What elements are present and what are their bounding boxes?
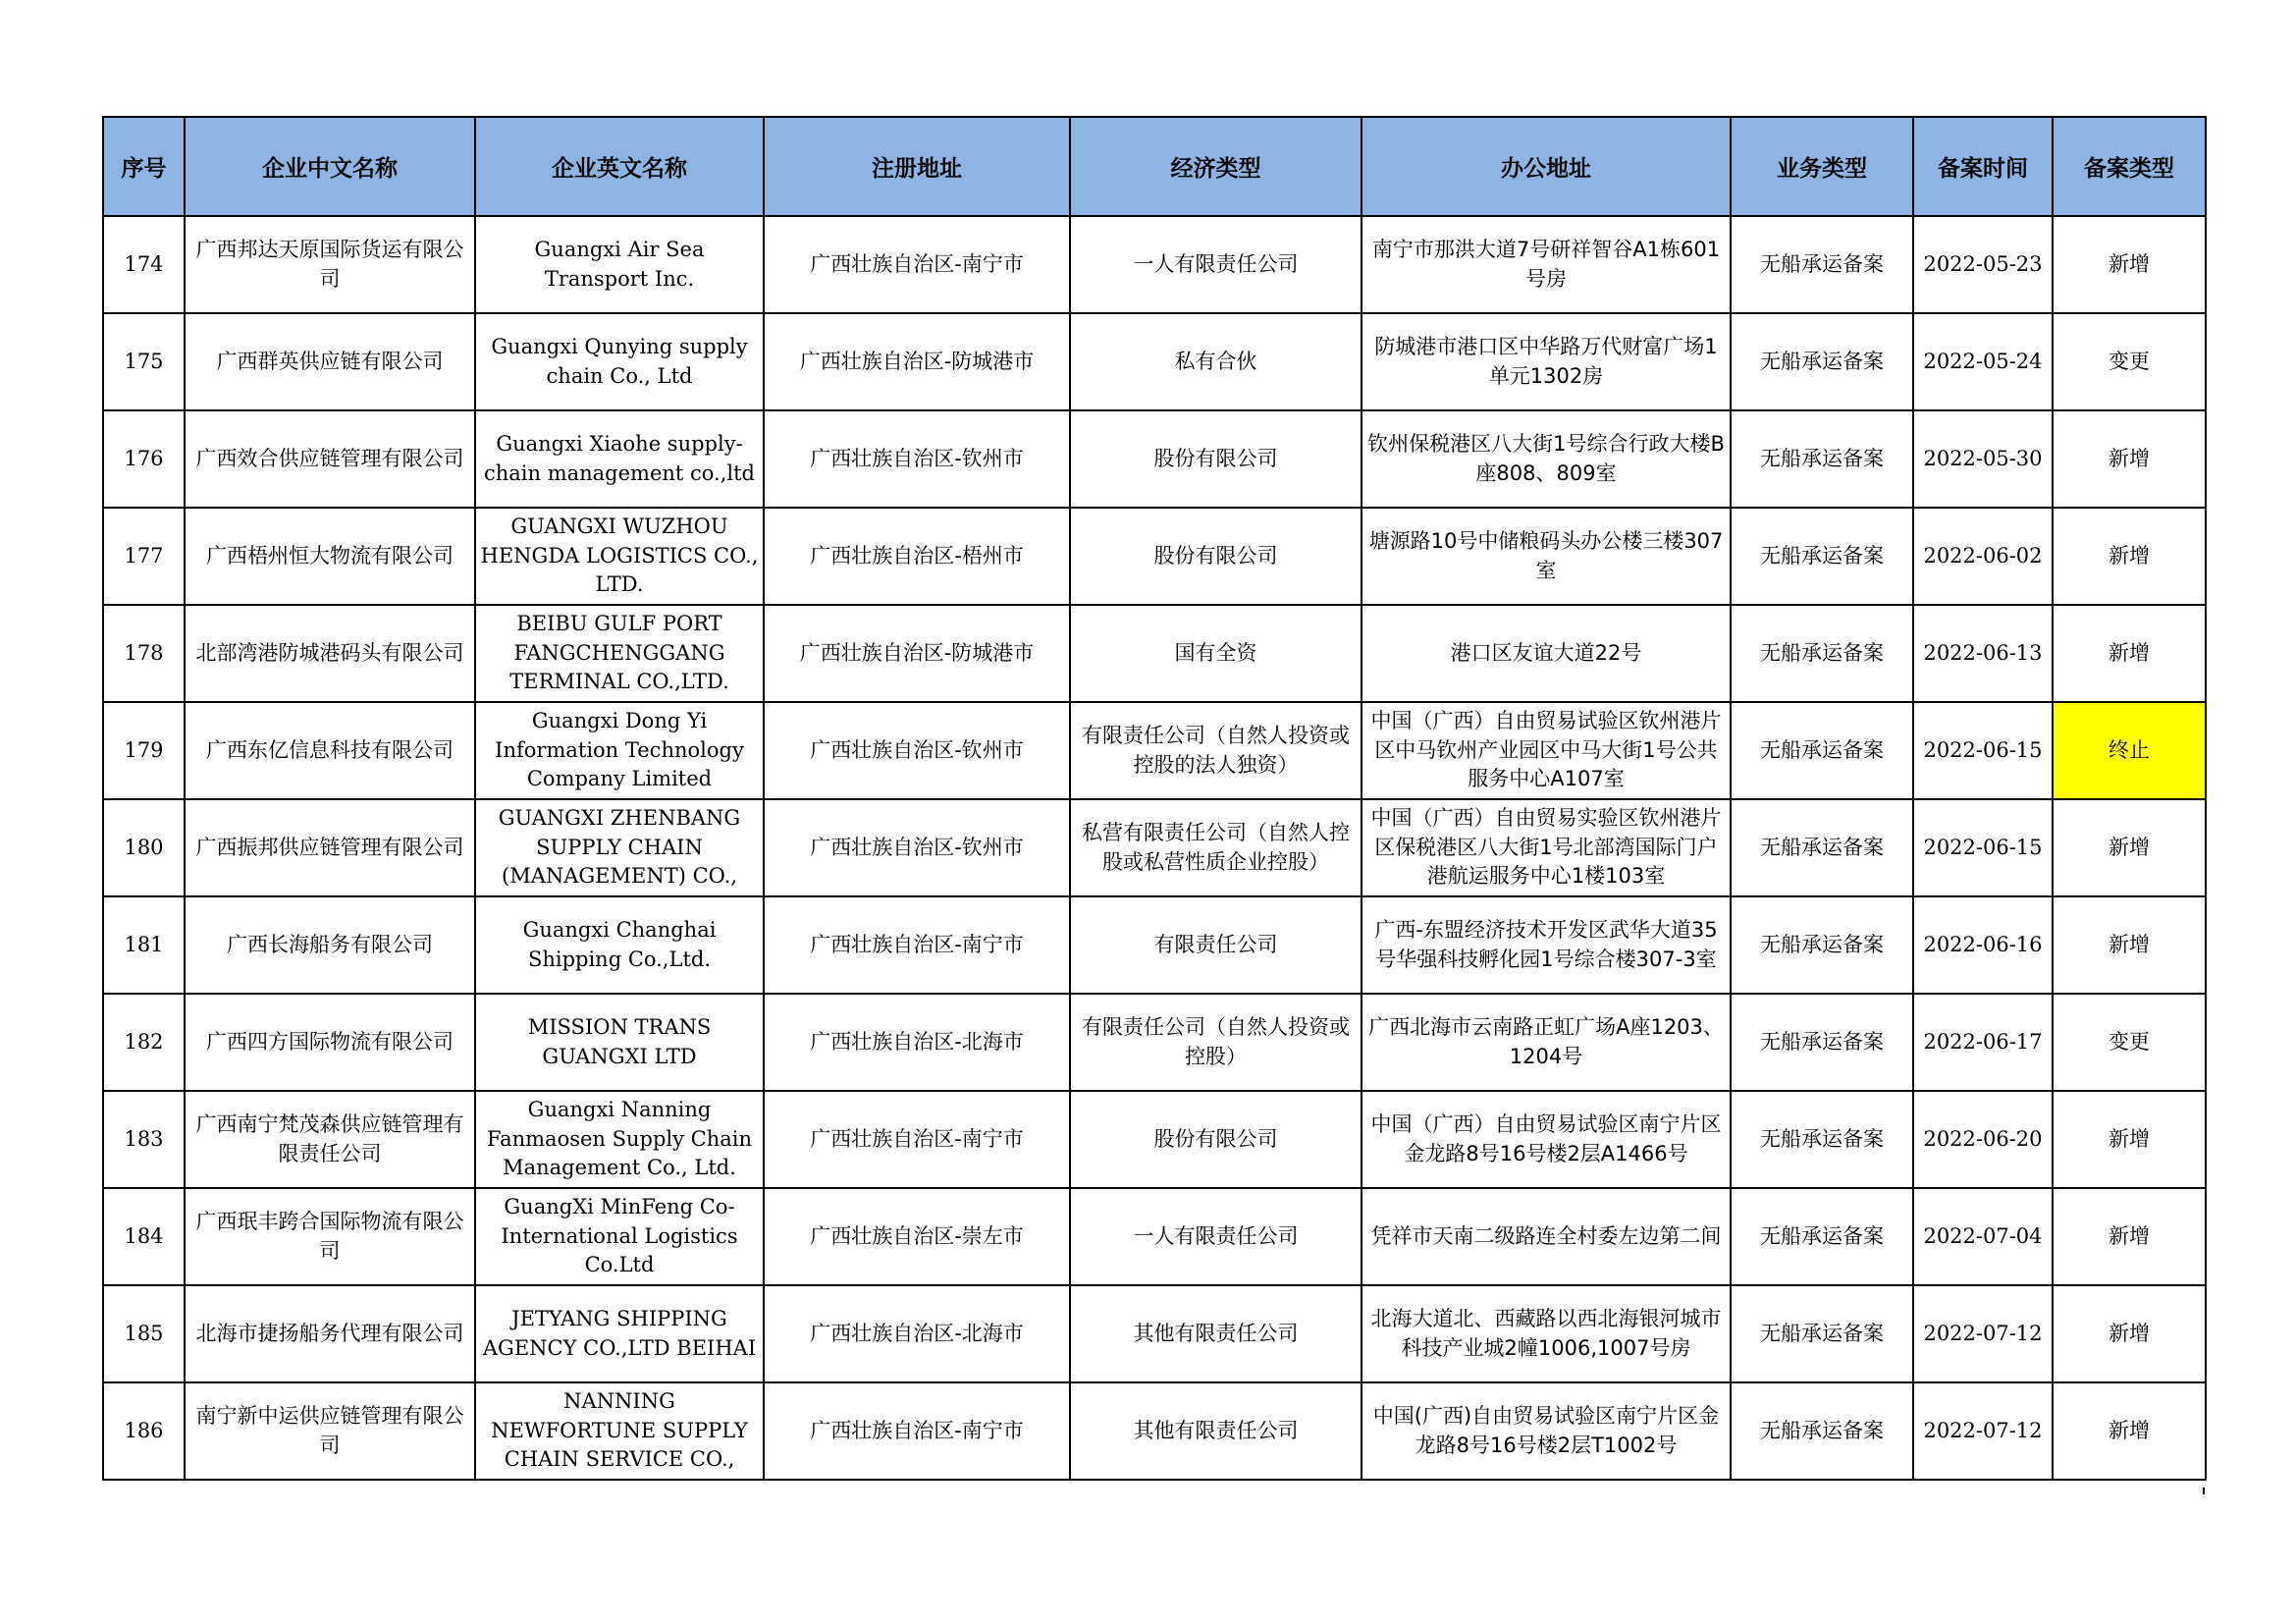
cell-cn-name: 广西珉丰跨合国际物流有限公司	[185, 1188, 475, 1285]
cell-economic-type: 一人有限责任公司	[1070, 216, 1362, 313]
header-business-type: 业务类型	[1731, 117, 1913, 216]
cell-filing-date: 2022-06-15	[1913, 799, 2053, 896]
cell-economic-type: 有限责任公司	[1070, 896, 1362, 994]
cell-office-address: 钦州保税港区八大街1号综合行政大楼B座808、809室	[1362, 410, 1731, 508]
cell-en-name: NANNING NEWFORTUNE SUPPLY CHAIN SERVICE CO.,	[475, 1382, 764, 1480]
cell-economic-type: 一人有限责任公司	[1070, 1188, 1362, 1285]
cell-reg-address: 广西壮族自治区-防城港市	[764, 605, 1070, 702]
cell-filing-date: 2022-07-12	[1913, 1382, 2053, 1480]
table-row	[103, 1188, 2206, 1285]
cell-economic-type: 私营有限责任公司（自然人控股或私营性质企业控股）	[1070, 799, 1362, 896]
cell-filing-date: 2022-06-13	[1913, 605, 2053, 702]
cell-economic-type: 国有全资	[1070, 605, 1362, 702]
cell-filing-type: 终止	[2053, 702, 2206, 799]
cell-en-name: JETYANG SHIPPING AGENCY CO.,LTD BEIHAI	[475, 1285, 764, 1382]
cell-filing-type: 变更	[2053, 994, 2206, 1091]
cell-filing-date: 2022-06-17	[1913, 994, 2053, 1091]
cell-filing-date: 2022-07-04	[1913, 1188, 2053, 1285]
cell-seq: 184	[103, 1188, 185, 1285]
table-body	[103, 216, 2206, 1480]
cell-filing-type: 新增	[2053, 605, 2206, 702]
cell-business-type: 无船承运备案	[1731, 994, 1913, 1091]
cell-filing-date: 2022-05-23	[1913, 216, 2053, 313]
cell-seq: 176	[103, 410, 185, 508]
cell-economic-type: 股份有限公司	[1070, 410, 1362, 508]
cell-filing-type: 新增	[2053, 508, 2206, 605]
cell-en-name: GUANGXI WUZHOU HENGDA LOGISTICS CO., LTD.	[475, 508, 764, 605]
cell-reg-address: 广西壮族自治区-崇左市	[764, 1188, 1070, 1285]
cell-cn-name: 广西长海船务有限公司	[185, 896, 475, 994]
header-economic-type: 经济类型	[1070, 117, 1362, 216]
cell-en-name: Guangxi Nanning Fanmaosen Supply Chain Management Co., Ltd.	[475, 1091, 764, 1188]
cell-office-address: 中国（广西）自由贸易实验区钦州港片区保税港区八大街1号北部湾国际门户港航运服务中心1楼103室	[1362, 799, 1731, 896]
header-reg-address: 注册地址	[764, 117, 1070, 216]
header-en-name: 企业英文名称	[475, 117, 764, 216]
cell-filing-type: 新增	[2053, 896, 2206, 994]
cell-filing-date: 2022-07-12	[1913, 1285, 2053, 1382]
cell-filing-type: 新增	[2053, 799, 2206, 896]
cell-cn-name: 广西群英供应链有限公司	[185, 313, 475, 410]
header-seq: 序号	[103, 117, 185, 216]
table-row	[103, 508, 2206, 605]
cell-economic-type: 私有合伙	[1070, 313, 1362, 410]
cell-filing-type: 新增	[2053, 1285, 2206, 1382]
cell-office-address: 凭祥市天南二级路连全村委左边第二间	[1362, 1188, 1731, 1285]
cell-business-type: 无船承运备案	[1731, 1285, 1913, 1382]
cell-business-type: 无船承运备案	[1731, 216, 1913, 313]
table-row	[103, 799, 2206, 896]
cell-filing-date: 2022-06-20	[1913, 1091, 2053, 1188]
cell-cn-name: 广西南宁梵茂森供应链管理有限责任公司	[185, 1091, 475, 1188]
cell-cn-name: 广西效合供应链管理有限公司	[185, 410, 475, 508]
table-row	[103, 994, 2206, 1091]
cell-seq: 175	[103, 313, 185, 410]
cell-office-address: 中国（广西）自由贸易试验区南宁片区金龙路8号16号楼2层A1466号	[1362, 1091, 1731, 1188]
cell-en-name: GUANGXI ZHENBANG SUPPLY CHAIN (MANAGEMENT) CO.,	[475, 799, 764, 896]
cell-economic-type: 股份有限公司	[1070, 1091, 1362, 1188]
cell-business-type: 无船承运备案	[1731, 1382, 1913, 1480]
header-office-address: 办公地址	[1362, 117, 1731, 216]
cell-filing-date: 2022-06-16	[1913, 896, 2053, 994]
cell-filing-date: 2022-06-02	[1913, 508, 2053, 605]
table-row	[103, 896, 2206, 994]
cell-economic-type: 有限责任公司（自然人投资或控股的法人独资）	[1070, 702, 1362, 799]
cell-reg-address: 广西壮族自治区-钦州市	[764, 799, 1070, 896]
cell-en-name: Guangxi Qunying supply chain Co., Ltd	[475, 313, 764, 410]
cell-filing-date: 2022-06-15	[1913, 702, 2053, 799]
cell-en-name: GuangXi MinFeng Co-International Logistics Co.Ltd	[475, 1188, 764, 1285]
cell-filing-type: 新增	[2053, 1091, 2206, 1188]
cell-filing-type: 新增	[2053, 410, 2206, 508]
cell-office-address: 广西北海市云南路正虹广场A座1203、1204号	[1362, 994, 1731, 1091]
cell-cn-name: 广西振邦供应链管理有限公司	[185, 799, 475, 896]
cell-seq: 183	[103, 1091, 185, 1188]
table-row	[103, 605, 2206, 702]
cell-office-address: 港口区友谊大道22号	[1362, 605, 1731, 702]
cell-cn-name: 广西东亿信息科技有限公司	[185, 702, 475, 799]
cell-business-type: 无船承运备案	[1731, 702, 1913, 799]
cell-en-name: BEIBU GULF PORT FANGCHENGGANG TERMINAL CO.,LTD.	[475, 605, 764, 702]
header-row	[103, 117, 2206, 216]
cell-office-address: 中国（广西）自由贸易试验区钦州港片区中马钦州产业园区中马大街1号公共服务中心A107室	[1362, 702, 1731, 799]
cell-business-type: 无船承运备案	[1731, 1188, 1913, 1285]
cell-business-type: 无船承运备案	[1731, 1091, 1913, 1188]
cell-office-address: 防城港市港口区中华路万代财富广场1单元1302房	[1362, 313, 1731, 410]
header-filing-date: 备案时间	[1913, 117, 2053, 216]
table-row	[103, 1091, 2206, 1188]
table-row	[103, 216, 2206, 313]
cell-economic-type: 股份有限公司	[1070, 508, 1362, 605]
filing-table	[102, 116, 2207, 1481]
cell-reg-address: 广西壮族自治区-南宁市	[764, 896, 1070, 994]
cell-reg-address: 广西壮族自治区-北海市	[764, 1285, 1070, 1382]
cell-seq: 177	[103, 508, 185, 605]
cell-en-name: Guangxi Dong Yi Information Technology Company Limited	[475, 702, 764, 799]
cell-office-address: 北海大道北、西藏路以西北海银河城市科技产业城2幢1006,1007号房	[1362, 1285, 1731, 1382]
cell-seq: 180	[103, 799, 185, 896]
cell-filing-type: 新增	[2053, 1382, 2206, 1480]
cell-business-type: 无船承运备案	[1731, 410, 1913, 508]
cell-filing-date: 2022-05-24	[1913, 313, 2053, 410]
cell-business-type: 无船承运备案	[1731, 313, 1913, 410]
cell-office-address: 南宁市那洪大道7号研祥智谷A1栋601号房	[1362, 216, 1731, 313]
cell-seq: 185	[103, 1285, 185, 1382]
cell-cn-name: 广西四方国际物流有限公司	[185, 994, 475, 1091]
cell-reg-address: 广西壮族自治区-防城港市	[764, 313, 1070, 410]
cell-reg-address: 广西壮族自治区-南宁市	[764, 216, 1070, 313]
cell-en-name: MISSION TRANS GUANGXI LTD	[475, 994, 764, 1091]
cell-office-address: 塘源路10号中储粮码头办公楼三楼307室	[1362, 508, 1731, 605]
table-header	[103, 117, 2206, 216]
cell-seq: 186	[103, 1382, 185, 1480]
cell-seq: 174	[103, 216, 185, 313]
table-row	[103, 410, 2206, 508]
cell-cn-name: 北部湾港防城港码头有限公司	[185, 605, 475, 702]
cell-filing-type: 新增	[2053, 216, 2206, 313]
cell-seq: 178	[103, 605, 185, 702]
cell-business-type: 无船承运备案	[1731, 896, 1913, 994]
cell-reg-address: 广西壮族自治区-钦州市	[764, 410, 1070, 508]
cell-reg-address: 广西壮族自治区-南宁市	[764, 1091, 1070, 1188]
table-row	[103, 702, 2206, 799]
cell-economic-type: 有限责任公司（自然人投资或控股）	[1070, 994, 1362, 1091]
cell-seq: 179	[103, 702, 185, 799]
cell-business-type: 无船承运备案	[1731, 508, 1913, 605]
cell-reg-address: 广西壮族自治区-南宁市	[764, 1382, 1070, 1480]
table-row	[103, 1285, 2206, 1382]
cell-cn-name: 北海市捷扬船务代理有限公司	[185, 1285, 475, 1382]
table-row	[103, 313, 2206, 410]
cell-business-type: 无船承运备案	[1731, 799, 1913, 896]
cell-cn-name: 广西邦达天原国际货运有限公司	[185, 216, 475, 313]
cell-office-address: 中国(广西)自由贸易试验区南宁片区金龙路8号16号楼2层T1002号	[1362, 1382, 1731, 1480]
cell-reg-address: 广西壮族自治区-钦州市	[764, 702, 1070, 799]
cell-economic-type: 其他有限责任公司	[1070, 1382, 1362, 1480]
cell-en-name: Guangxi Changhai Shipping Co.,Ltd.	[475, 896, 764, 994]
cell-business-type: 无船承运备案	[1731, 605, 1913, 702]
header-cn-name: 企业中文名称	[185, 117, 475, 216]
cell-seq: 182	[103, 994, 185, 1091]
cell-reg-address: 广西壮族自治区-北海市	[764, 994, 1070, 1091]
cell-en-name: Guangxi Air Sea Transport Inc.	[475, 216, 764, 313]
cell-filing-type: 变更	[2053, 313, 2206, 410]
table-row	[103, 1382, 2206, 1480]
cell-reg-address: 广西壮族自治区-梧州市	[764, 508, 1070, 605]
header-filing-type: 备案类型	[2053, 117, 2206, 216]
cell-economic-type: 其他有限责任公司	[1070, 1285, 1362, 1382]
table-edge-line	[2203, 1488, 2205, 1494]
cell-cn-name: 广西梧州恒大物流有限公司	[185, 508, 475, 605]
cell-filing-date: 2022-05-30	[1913, 410, 2053, 508]
cell-office-address: 广西-东盟经济技术开发区武华大道35号华强科技孵化园1号综合楼307-3室	[1362, 896, 1731, 994]
cell-seq: 181	[103, 896, 185, 994]
cell-filing-type: 新增	[2053, 1188, 2206, 1285]
cell-cn-name: 南宁新中运供应链管理有限公司	[185, 1382, 475, 1480]
cell-en-name: Guangxi Xiaohe supply-chain management co.,ltd	[475, 410, 764, 508]
